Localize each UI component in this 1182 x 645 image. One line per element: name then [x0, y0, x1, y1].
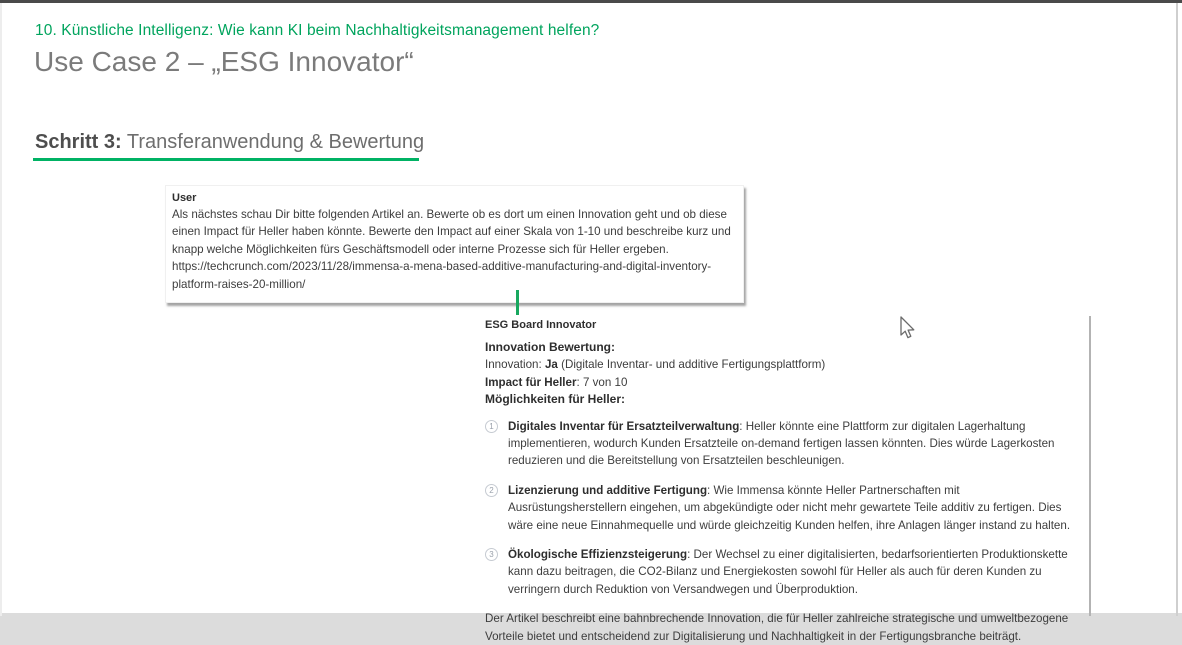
step-underline [33, 158, 419, 161]
mouse-cursor-icon [897, 316, 917, 342]
user-message-text [172, 206, 735, 293]
list-item-title: Lizenzierung und additive Fertigung [508, 483, 708, 497]
list-number-badge: 3 [485, 548, 498, 561]
list-item-body: : Heller könnte eine Plattform zur digitalen Lagerhaltung implementieren, wodurch Kunden Ersatzteile on-demand fertigen lassen könnten. Dies würde Lagerkosten reduzieren und die Bereitstellung von Ersatzteilen beschleunigen. [508, 419, 1055, 468]
page-title: Use Case 2 – „ESG Innovator“ [34, 46, 414, 77]
list-number-badge: 2 [485, 484, 498, 497]
list-item-text [508, 546, 1077, 598]
impact-line [485, 374, 1077, 391]
assistant-sender-label: ESG Board Innovator [485, 319, 597, 331]
user-message-body: Als nächstes schau Dir bitte folgenden Artikel an. Bewerte ob es dort um einen Innovation geht und ob diese einen Impact für Heller haben könnte. Bewerte den Impact auf einer Skala von 1-10 und beschreibe kurz und knapp welche Möglichkeiten fürs Geschäftsmodell oder interne Prozesse sich für Heller ergeben. [172, 208, 731, 256]
innovation-line [485, 356, 1077, 373]
assistant-response [485, 317, 1077, 645]
list-item-title: Ökologische Effizienzsteigerung [508, 548, 688, 562]
step-heading [35, 131, 424, 154]
innovation-detail: (Digitale Inventar- und additive Fertigungsplattform) [557, 358, 826, 372]
chapter-kicker: 10. Künstliche Intelligenz: Wie kann KI beim Nachhaltigkeitsmanagement helfen? [35, 22, 600, 39]
step-label: Schritt 3: [35, 131, 122, 153]
left-edge-divider [0, 3, 2, 616]
list-item-title: Digitales Inventar für Ersatzteilverwaltung [508, 419, 740, 433]
step-title: Transferanwendung & Bewertung [121, 131, 425, 153]
article-link[interactable]: https://techcrunch.com/2023/11/28/immensa-a-mena-based-additive-manufacturing-and-digital-inventory-platform-raises-20-million/ [172, 260, 712, 291]
list-item-text [508, 482, 1077, 534]
summary-paragraph: Der Artikel beschreibt eine bahnbrechende Innovation, die für Heller zahlreiche strategische und umweltbezogene Vorteile bietet und entscheidend zur Digitalisierung und Nachhaltigkeit in der Fertigungsbranche beiträgt. [485, 612, 1069, 643]
possibilities-heading: Möglichkeiten für Heller: [485, 392, 626, 407]
list-item [485, 546, 1077, 598]
user-message-card [165, 185, 744, 303]
impact-label: Impact für Heller [485, 375, 577, 389]
rating-heading: Innovation Bewertung: [485, 340, 615, 354]
user-sender-label: User [172, 192, 197, 204]
flow-connector-line [516, 290, 519, 315]
innovation-value: Ja [544, 358, 558, 372]
list-item-text [508, 418, 1077, 470]
list-item-body: : Der Wechsel zu einer digitalisierten, bedarfsorientierten Produktionskette kann dazu beitragen, die CO2-Bilanz und Energiekosten sowohl für Heller als auch für deren Kunden zu verringern durch Reduktion von Versandwegen und Überproduktion. [508, 548, 1068, 596]
list-number-badge: 1 [485, 420, 498, 433]
possibilities-list [485, 418, 1077, 599]
list-item [485, 418, 1077, 470]
innovation-label: Innovation: [485, 358, 545, 372]
list-item [485, 482, 1077, 534]
content-scroll-divider[interactable] [1089, 316, 1091, 616]
impact-value: : 7 von 10 [576, 375, 628, 389]
list-item-body: : Wie Immensa könnte Heller Partnerschaften mit Ausrüstungsherstellern eingehen, um abgekündigte oder nicht mehr gewartete Teile additiv zu fertigen. Dies wäre eine neue Einnahmequelle und würde gleichzeitig Kunden helfen, ihre Anlagen länger instand zu halten. [508, 483, 1071, 532]
right-edge-divider [1176, 3, 1178, 616]
